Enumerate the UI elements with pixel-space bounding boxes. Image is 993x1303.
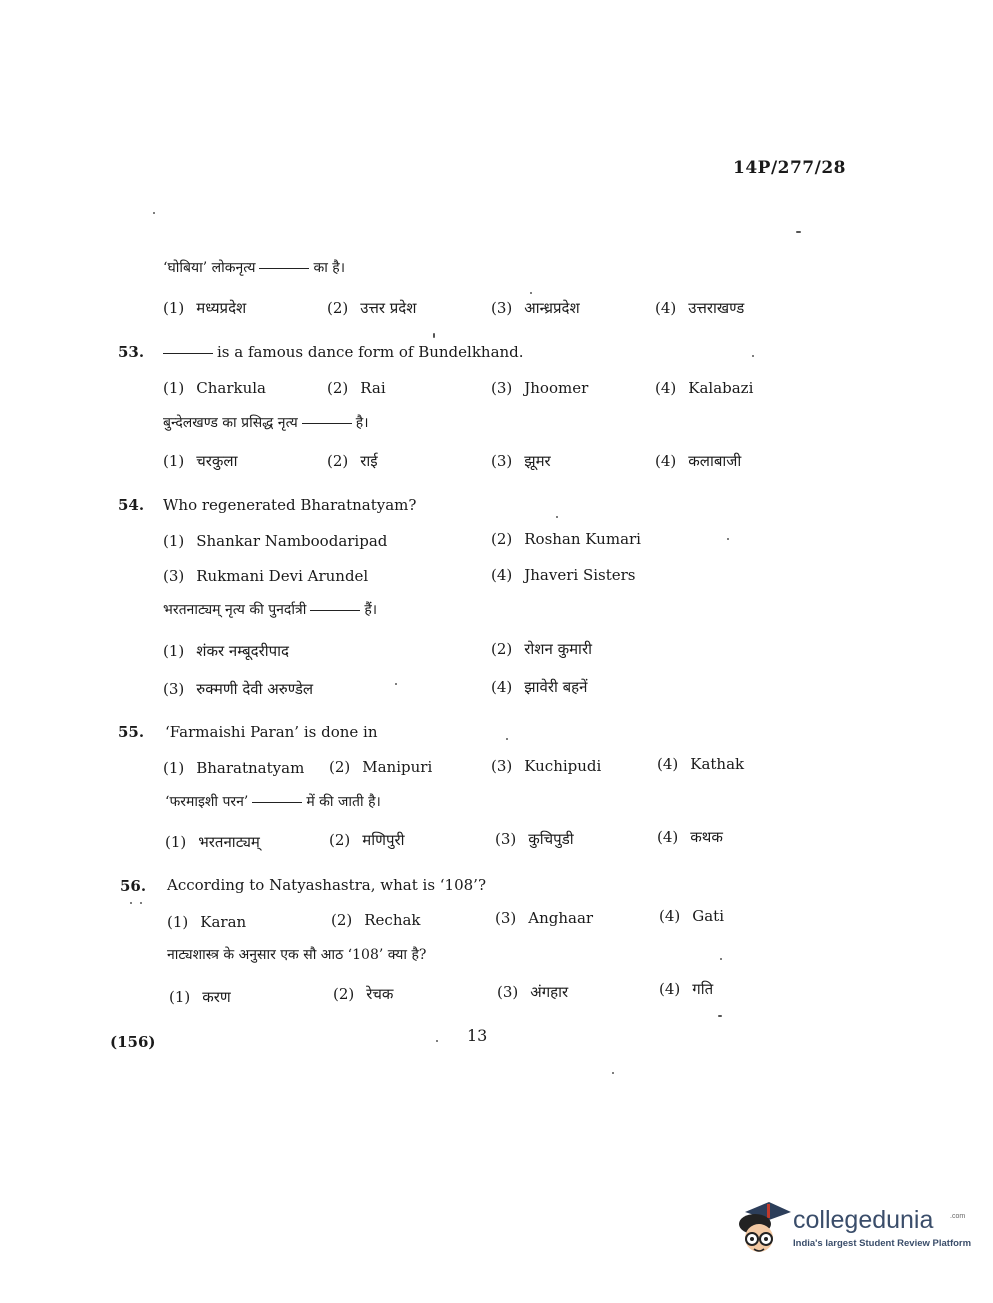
blank-line bbox=[310, 610, 360, 611]
scan-speck bbox=[530, 292, 532, 294]
q53-question: is a famous dance form of Bundelkhand. bbox=[163, 343, 524, 361]
set-code: (156) bbox=[110, 1033, 156, 1051]
q55-option-2-hi: (2) मणिपुरी bbox=[329, 831, 405, 849]
scan-speck bbox=[752, 355, 754, 357]
q55-option-1: (1) Bharatnatyam bbox=[163, 759, 305, 777]
blank-line bbox=[252, 802, 302, 803]
scan-speck bbox=[130, 902, 132, 904]
q52-option-3-hi: (3) आन्ध्रप्रदेश bbox=[491, 299, 580, 317]
q54-option-1: (1) Shankar Namboodaripad bbox=[163, 532, 388, 550]
q56-number: 56. bbox=[120, 877, 147, 895]
scan-speck bbox=[796, 231, 801, 233]
q55-number: 55. bbox=[118, 723, 145, 741]
scan-speck bbox=[436, 1040, 438, 1042]
q54-option-3-hi: (3) रुक्मणी देवी अरुण्डेल bbox=[163, 680, 314, 698]
scan-speck bbox=[140, 902, 142, 904]
scan-speck bbox=[395, 683, 397, 685]
q55-option-3: (3) Kuchipudi bbox=[491, 757, 602, 775]
collegedunia-logo bbox=[735, 1198, 972, 1260]
blank-line bbox=[259, 268, 309, 269]
scan-speck bbox=[612, 1072, 614, 1074]
q53-option-4: (4) Kalabazi bbox=[655, 379, 754, 397]
q56-option-4-hi: (4) गति bbox=[659, 980, 714, 998]
logo-domain-suffix: .com bbox=[950, 1213, 966, 1220]
q56-question: According to Natyashastra, what is ‘108’? bbox=[167, 876, 486, 894]
scan-speck bbox=[433, 333, 435, 338]
q54-option-3: (3) Rukmani Devi Arundel bbox=[163, 567, 369, 585]
scan-speck bbox=[727, 538, 729, 540]
q56-option-4: (4) Gati bbox=[659, 907, 725, 925]
q53-option-3: (3) Jhoomer bbox=[491, 379, 589, 397]
q56-option-2-hi: (2) रेचक bbox=[333, 985, 394, 1003]
q52-option-1-hi: (1) मध्यप्रदेश bbox=[163, 299, 247, 317]
q55-option-4: (4) Kathak bbox=[657, 755, 745, 773]
scan-speck bbox=[718, 1015, 722, 1017]
q55-question: ‘Farmaishi Paran’ is done in bbox=[165, 723, 378, 741]
q53-option-4-hi: (4) कलाबाजी bbox=[655, 452, 742, 470]
q52-hindi-stem: ‘घोबिया’ लोकनृत्य का है। bbox=[163, 260, 346, 276]
mascot-icon bbox=[735, 1198, 791, 1260]
q52-option-2-hi: (2) उत्तर प्रदेश bbox=[327, 299, 417, 317]
logo-tagline: India's largest Student Review Platform bbox=[793, 1238, 972, 1249]
q54-option-2-hi: (2) रोशन कुमारी bbox=[491, 640, 592, 658]
q55-option-4-hi: (4) कथक bbox=[657, 828, 723, 846]
q53-hindi-stem: बुन्देलखण्ड का प्रसिद्ध नृत्य है। bbox=[163, 415, 369, 431]
paper-code: 14P/277/28 bbox=[733, 158, 847, 178]
q56-option-1-hi: (1) करण bbox=[169, 988, 231, 1006]
scan-speck bbox=[720, 958, 722, 960]
q52-option-4-hi: (4) उत्तराखण्ड bbox=[655, 299, 745, 317]
q53-number: 53. bbox=[118, 343, 145, 361]
blank-line bbox=[302, 423, 352, 424]
q54-option-4: (4) Jhaveri Sisters bbox=[491, 566, 636, 584]
scan-speck bbox=[153, 212, 155, 214]
q55-option-1-hi: (1) भरतनाट्यम् bbox=[165, 833, 260, 851]
q53-option-1-hi: (1) चरकुला bbox=[163, 452, 238, 470]
q55-option-3-hi: (3) कुचिपुडी bbox=[495, 830, 574, 848]
q53-option-3-hi: (3) झूमर bbox=[491, 452, 551, 470]
q53-option-2: (2) Rai bbox=[327, 379, 386, 397]
q55-option-2: (2) Manipuri bbox=[329, 758, 433, 776]
scan-speck bbox=[556, 516, 558, 518]
scan-speck bbox=[506, 738, 508, 740]
q54-option-1-hi: (1) शंकर नम्बूदरीपाद bbox=[163, 642, 289, 660]
q54-number: 54. bbox=[118, 496, 145, 514]
q56-option-3: (3) Anghaar bbox=[495, 909, 594, 927]
q56-hindi-stem: नाट्यशास्त्र के अनुसार एक सौ आठ ‘108’ क्या है? bbox=[167, 947, 427, 963]
logo-wordmark: collegedunia bbox=[793, 1206, 934, 1234]
q54-option-4-hi: (4) झावेरी बहनें bbox=[491, 678, 588, 696]
q56-option-2: (2) Rechak bbox=[331, 911, 421, 929]
q53-option-1: (1) Charkula bbox=[163, 379, 266, 397]
q56-option-3-hi: (3) अंगहार bbox=[497, 983, 569, 1001]
q53-option-2-hi: (2) राई bbox=[327, 452, 378, 470]
q54-question: Who regenerated Bharatnatyam? bbox=[163, 496, 417, 514]
q56-option-1: (1) Karan bbox=[167, 913, 247, 931]
q54-option-2: (2) Roshan Kumari bbox=[491, 530, 641, 548]
q54-hindi-stem: भरतनाट्यम् नृत्य की पुनर्दात्री हैं। bbox=[163, 602, 378, 618]
page-number: 13 bbox=[467, 1026, 488, 1045]
q55-hindi-stem: ‘फरमाइशी परन’ में की जाती है। bbox=[165, 794, 381, 810]
blank-line bbox=[163, 353, 213, 354]
